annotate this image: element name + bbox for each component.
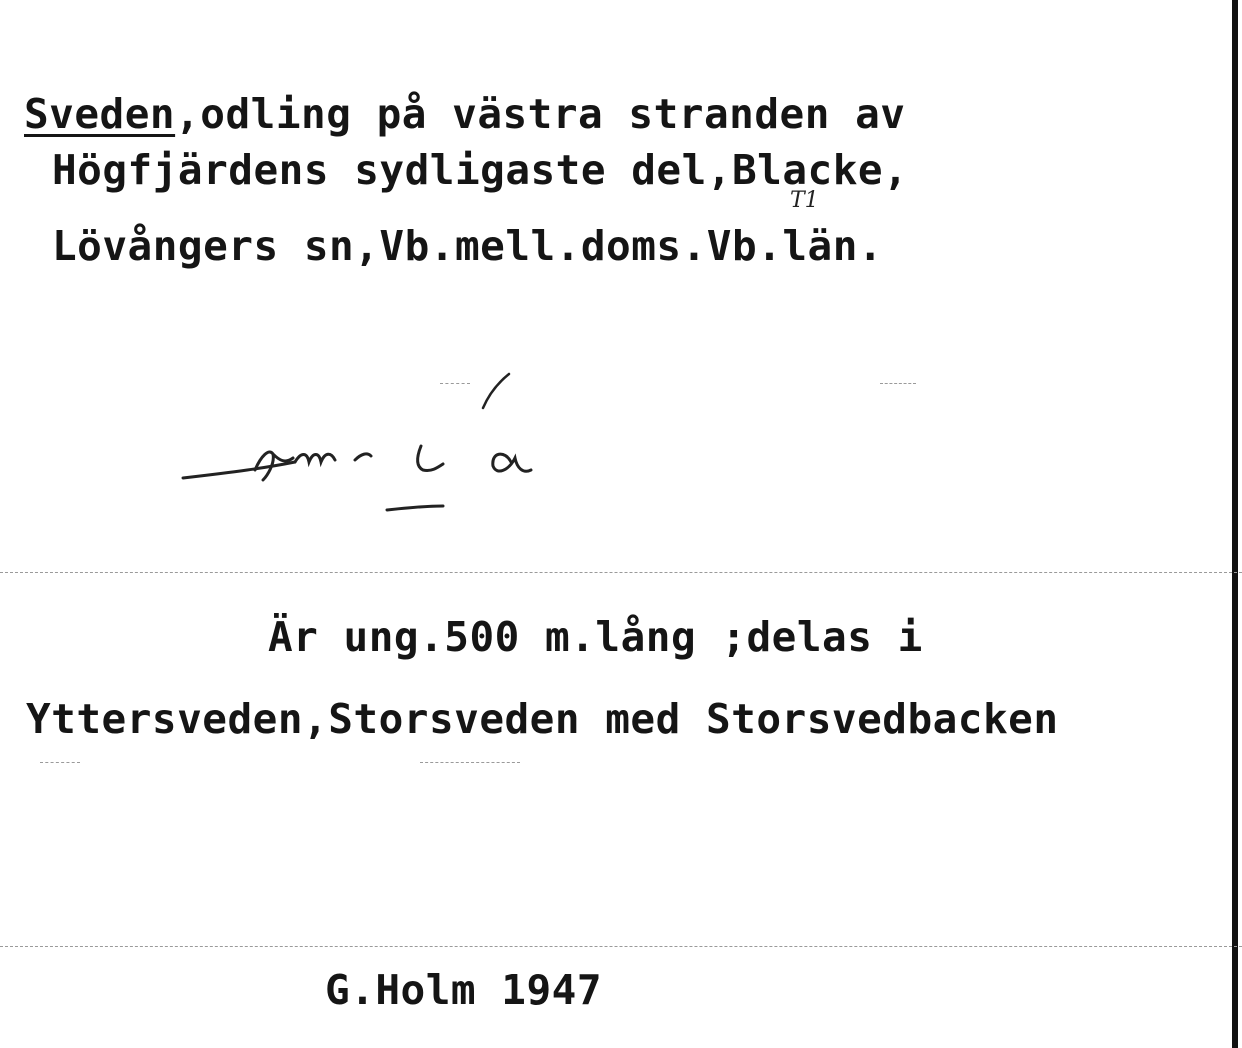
author-and-year: G.Holm 1947 <box>325 966 603 1014</box>
scan-dash-row <box>0 946 1242 948</box>
handwritten-pronunciation <box>175 360 555 530</box>
text-line-subdivisions: Yttersveden,Storsveden med Storsvedbacken <box>26 695 1059 743</box>
text-line-parish: Lövångers sn,Vb.mell.doms.Vb.län. <box>52 222 884 270</box>
text-line-length: Är ung.500 m.lång ;delas i <box>268 613 923 661</box>
place-description: ,odling på västra stranden av <box>175 90 906 138</box>
scan-dash-row <box>420 762 520 764</box>
card-right-edge <box>1232 0 1238 1048</box>
text-line-place-name <box>24 90 905 138</box>
place-name: Sveden <box>24 90 176 138</box>
scan-dash-row <box>40 762 80 764</box>
scan-dash-row <box>0 572 1242 574</box>
scan-dash-row <box>880 383 916 385</box>
text-line-location: Högfjärdens sydligaste del,Blacke, <box>52 146 909 194</box>
handwritten-annotation: T1 <box>790 188 819 213</box>
